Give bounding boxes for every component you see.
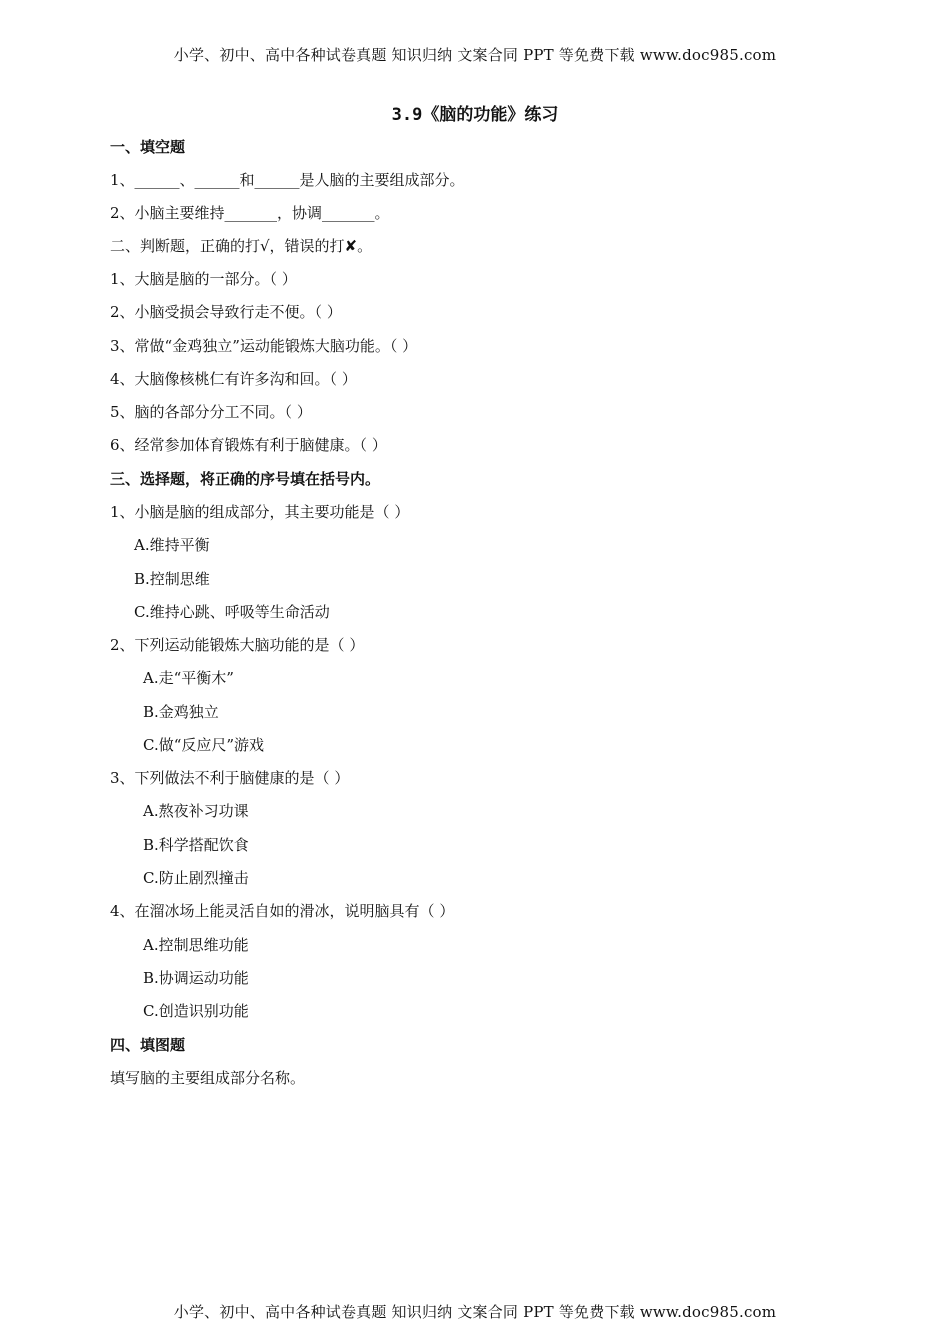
question-stem: 2、下列运动能锻炼大脑功能的是（ ） — [110, 636, 365, 654]
question-text: 2、小脑主要维持_______，协调_______。 — [110, 204, 390, 222]
answer-option: B.控制思维 — [134, 570, 210, 588]
answer-option: B.金鸡独立 — [143, 703, 219, 721]
answer-option: A.维持平衡 — [134, 536, 210, 554]
section-heading-true-false: 二、判断题，正确的打√，错误的打✘。 — [110, 237, 373, 255]
section-heading-diagram: 四、填图题 — [110, 1036, 186, 1054]
question-stem: 4、在溜冰场上能灵活自如的滑冰，说明脑具有（ ） — [110, 902, 455, 920]
answer-option: A.控制思维功能 — [143, 936, 249, 954]
true-false-item: 5、脑的各部分分工不同。（ ） — [110, 403, 312, 421]
diagram-instruction: 填写脑的主要组成部分名称。 — [110, 1069, 306, 1087]
page-title: 3.9《脑的功能》练习 — [391, 105, 559, 125]
answer-option: C.做“反应尺”游戏 — [143, 736, 265, 754]
true-false-item: 1、大脑是脑的一部分。（ ） — [110, 270, 297, 288]
answer-option: A.走“平衡木” — [143, 669, 234, 687]
answer-option: C.创造识别功能 — [143, 1002, 249, 1020]
answer-option: C.防止剧烈撞击 — [143, 869, 249, 887]
question-text: 1、______、______和______是人脑的主要组成部分。 — [110, 171, 465, 189]
page-header: 小学、初中、高中各种试卷真题 知识归纳 文案合同 PPT 等免费下载 www.doc985.com — [173, 46, 777, 64]
page-footer: 小学、初中、高中各种试卷真题 知识归纳 文案合同 PPT 等免费下载 www.doc985.com — [173, 1303, 777, 1321]
true-false-item: 4、大脑像核桃仁有许多沟和回。（ ） — [110, 370, 357, 388]
true-false-item: 6、经常参加体育锻炼有利于脑健康。（ ） — [110, 436, 387, 454]
true-false-item: 2、小脑受损会导致行走不便。（ ） — [110, 303, 342, 321]
answer-option: C.维持心跳、呼吸等生命活动 — [134, 603, 330, 621]
answer-option: B.科学搭配饮食 — [143, 836, 249, 854]
answer-option: B.协调运动功能 — [143, 969, 249, 987]
section-heading-fill-blank: 一、填空题 — [110, 138, 186, 156]
question-stem: 3、下列做法不利于脑健康的是（ ） — [110, 769, 350, 787]
section-heading-multiple-choice: 三、选择题，将正确的序号填在括号内。 — [110, 470, 381, 488]
true-false-item: 3、常做“金鸡独立”运动能锻炼大脑功能。（ ） — [110, 337, 418, 355]
answer-option: A.熬夜补习功课 — [143, 802, 249, 820]
question-stem: 1、小脑是脑的组成部分，其主要功能是（ ） — [110, 503, 410, 521]
